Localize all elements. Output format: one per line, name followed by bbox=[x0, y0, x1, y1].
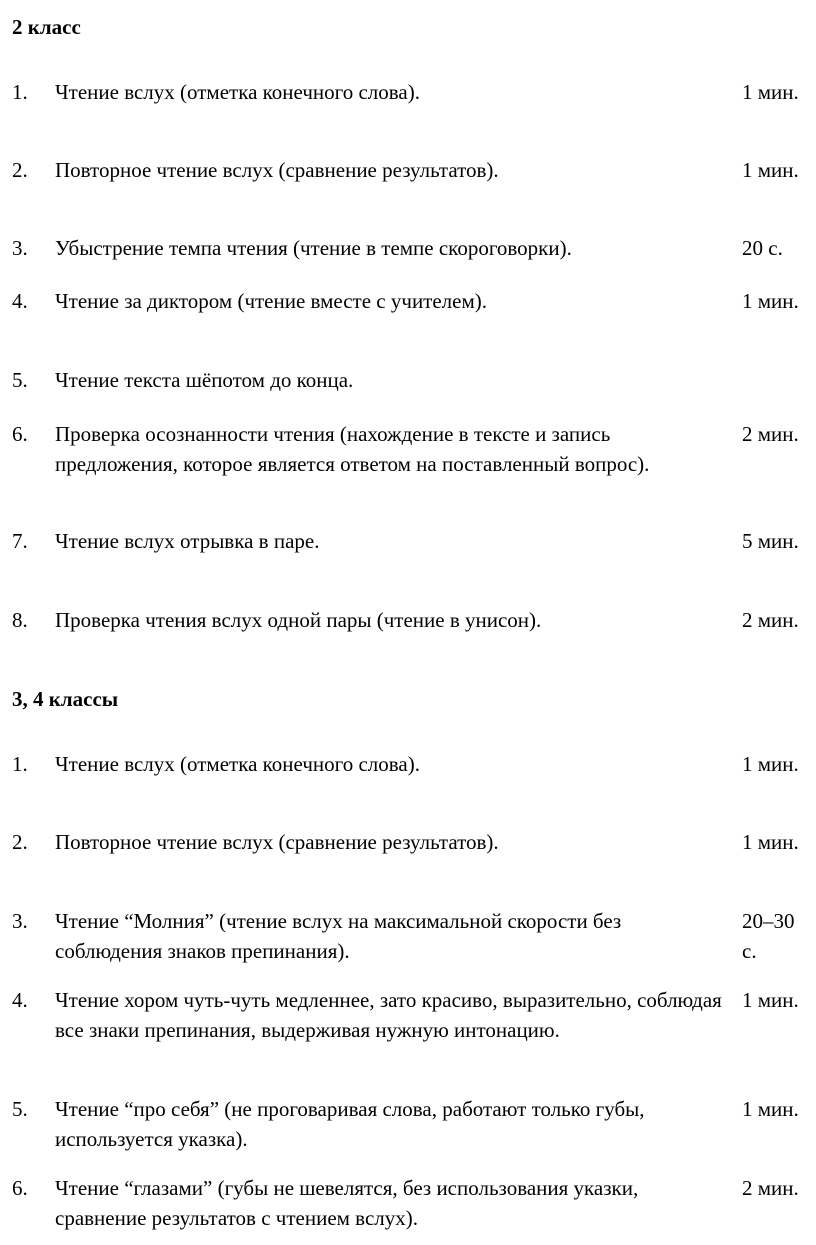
item-text: Чтение “Молния” (чтение вслух на максимальной скорости без соблюдения знаков препинания). bbox=[55, 909, 622, 963]
item-number: 5. bbox=[12, 368, 28, 392]
item-number: 3. bbox=[12, 909, 28, 933]
item-duration: 1 мин. bbox=[742, 988, 799, 1012]
item-text: Чтение “глазами” (губы не шевелятся, без использования указки, сравнение результатов с чтением вслух). bbox=[55, 1176, 639, 1230]
item-text: Повторное чтение вслух (сравнение результатов). bbox=[55, 158, 499, 182]
item-number: 6. bbox=[12, 1176, 28, 1200]
item-text: Чтение вслух (отметка конечного слова). bbox=[55, 80, 420, 104]
item-text: Чтение “про себя” (не проговаривая слова, работают только губы, используется указка). bbox=[55, 1097, 645, 1151]
item-number: 4. bbox=[12, 988, 28, 1012]
item-number: 1. bbox=[12, 80, 28, 104]
item-text: Чтение вслух (отметка конечного слова). bbox=[55, 752, 420, 776]
item-number: 1. bbox=[12, 752, 28, 776]
item-number: 3. bbox=[12, 236, 28, 260]
item-number: 8. bbox=[12, 608, 28, 632]
item-duration: 1 мин. bbox=[742, 1097, 799, 1121]
item-duration: 20–30 с. bbox=[742, 909, 795, 963]
item-number: 7. bbox=[12, 529, 28, 553]
item-duration: 1 мин. bbox=[742, 289, 799, 313]
item-number: 4. bbox=[12, 289, 28, 313]
item-duration: 2 мин. bbox=[742, 1176, 799, 1200]
item-text: Чтение вслух отрывка в паре. bbox=[55, 529, 320, 553]
item-text: Чтение хором чуть-чуть медленнее, зато красиво, выразительно, соблюдая все знаки препинания, выдерживая нужную интонацию. bbox=[55, 988, 722, 1042]
item-duration: 1 мин. bbox=[742, 80, 799, 104]
item-duration: 5 мин. bbox=[742, 529, 799, 553]
item-duration: 1 мин. bbox=[742, 752, 799, 776]
item-text: Проверка осознанности чтения (нахождение в тексте и запись предложения, которое является ответом на поставленный вопрос). bbox=[55, 422, 650, 476]
section-heading: 3, 4 классы bbox=[12, 687, 119, 711]
item-number: 2. bbox=[12, 830, 28, 854]
item-text: Чтение текста шёпотом до конца. bbox=[55, 368, 354, 392]
item-duration: 2 мин. bbox=[742, 422, 799, 446]
item-number: 2. bbox=[12, 158, 28, 182]
item-text: Повторное чтение вслух (сравнение результатов). bbox=[55, 830, 499, 854]
item-number: 5. bbox=[12, 1097, 28, 1121]
item-duration: 1 мин. bbox=[742, 158, 799, 182]
item-number: 6. bbox=[12, 422, 28, 446]
item-text: Проверка чтения вслух одной пары (чтение в унисон). bbox=[55, 608, 542, 632]
item-text: Чтение за диктором (чтение вместе с учителем). bbox=[55, 289, 488, 313]
item-duration: 2 мин. bbox=[742, 608, 799, 632]
item-text: Убыстрение темпа чтения (чтение в темпе скороговорки). bbox=[55, 236, 572, 260]
item-duration: 1 мин. bbox=[742, 830, 799, 854]
section-heading: 2 класс bbox=[12, 15, 81, 39]
item-duration: 20 с. bbox=[742, 236, 783, 260]
